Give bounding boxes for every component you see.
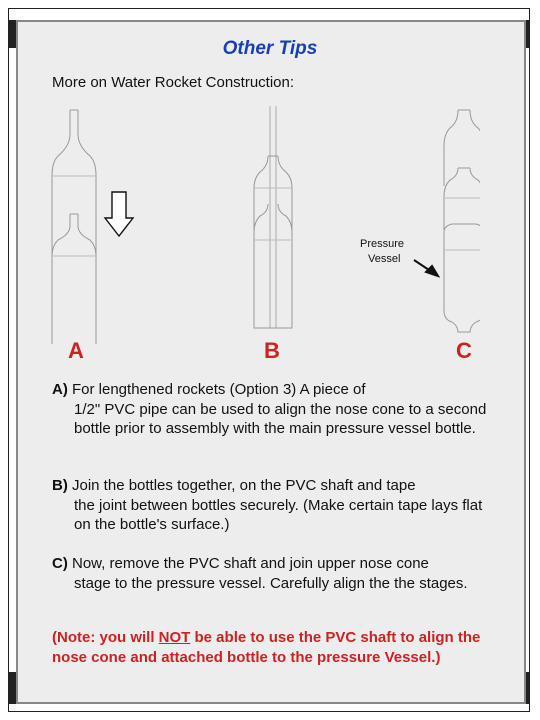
page-title: Other Tips bbox=[222, 38, 318, 59]
step-b bbox=[52, 476, 492, 535]
figure-c bbox=[444, 110, 480, 332]
step-c-line1: Now, remove the PVC shaft and join upper nose cone bbox=[72, 555, 429, 572]
step-b-tag: B) bbox=[52, 477, 68, 494]
figure-b bbox=[254, 106, 292, 328]
bottle-c-top bbox=[444, 110, 480, 186]
step-c-tag: C) bbox=[52, 555, 68, 572]
bottle-a-lower bbox=[52, 214, 96, 344]
note-emphasis: NOT bbox=[158, 629, 191, 646]
bottle-c-middle bbox=[444, 168, 480, 230]
rocket-diagram bbox=[40, 106, 480, 368]
note-after: be able to use the PVC shaft to align the nose cone and attached bottle to the pressure Vessel.) bbox=[52, 629, 481, 666]
warning-note bbox=[52, 628, 492, 667]
down-arrow-icon bbox=[105, 192, 133, 236]
step-b-line1: Join the bottles together, on the PVC shaft and tape bbox=[72, 477, 416, 494]
step-c-rest: stage to the pressure vessel. Carefully align the the stages. bbox=[74, 574, 468, 592]
figure-label-b: B bbox=[264, 338, 280, 363]
step-a-line1: For lengthened rockets (Option 3) A piece of bbox=[72, 381, 366, 398]
callout-arrow-icon bbox=[414, 260, 438, 276]
pressure-label-line1: Pressure bbox=[360, 238, 405, 250]
pressure-label-line2: Vessel bbox=[368, 253, 401, 265]
figure-a bbox=[52, 110, 96, 344]
step-b-rest: the joint between bottles securely. (Make certain tape lays flat on the bottle's surface.) bbox=[74, 496, 483, 533]
bottle-a-upper bbox=[52, 110, 96, 298]
note-before: (Note: you will bbox=[52, 629, 159, 646]
step-a-rest: 1/2" PVC pipe can be used to align the nose cone to a second bottle prior to assembly with the main pressure vessel bottle. bbox=[74, 400, 487, 437]
pressure-vessel bbox=[444, 224, 480, 332]
figure-label-c: C bbox=[456, 338, 472, 363]
bottle-b-lower bbox=[254, 204, 292, 328]
step-c bbox=[52, 554, 492, 593]
step-a-tag: A) bbox=[52, 381, 68, 398]
step-a bbox=[52, 380, 492, 439]
page-subtitle: More on Water Rocket Construction: bbox=[52, 74, 295, 91]
figure-label-a: A bbox=[68, 338, 84, 363]
